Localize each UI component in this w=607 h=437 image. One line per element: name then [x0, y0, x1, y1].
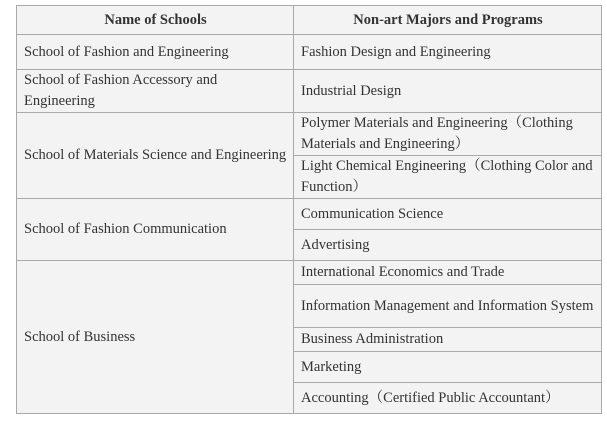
- program-cell: International Economics and Trade: [294, 261, 602, 285]
- program-cell: Industrial Design: [294, 70, 602, 113]
- table-row: [17, 199, 602, 230]
- table-row: [17, 261, 602, 285]
- program-cell: Polymer Materials and Engineering（Clothing Materials and Engineering）: [294, 113, 602, 156]
- school-name-cell: School of Business: [17, 261, 294, 414]
- table-row: [17, 70, 602, 113]
- header-majors-and-programs: Non-art Majors and Programs: [294, 6, 602, 35]
- table-header-row: [17, 6, 602, 35]
- school-name-cell: School of Fashion and Engineering: [17, 35, 294, 70]
- schools-majors-table: [16, 5, 602, 414]
- program-cell: Information Management and Information System: [294, 285, 602, 328]
- program-cell: Accounting（Certified Public Accountant）: [294, 383, 602, 414]
- school-name-cell: School of Materials Science and Engineering: [17, 113, 294, 199]
- program-cell: Marketing: [294, 352, 602, 383]
- table-row: [17, 113, 602, 156]
- program-cell: Advertising: [294, 230, 602, 261]
- program-cell: Fashion Design and Engineering: [294, 35, 602, 70]
- schools-table-container: [16, 5, 601, 414]
- program-cell: Light Chemical Engineering（Clothing Color and Function）: [294, 156, 602, 199]
- program-cell: Business Administration: [294, 328, 602, 352]
- table-row: [17, 35, 602, 70]
- school-name-cell: School of Fashion Communication: [17, 199, 294, 261]
- program-cell: Communication Science: [294, 199, 602, 230]
- header-name-of-schools: Name of Schools: [17, 6, 294, 35]
- school-name-cell: School of Fashion Accessory and Engineering: [17, 70, 294, 113]
